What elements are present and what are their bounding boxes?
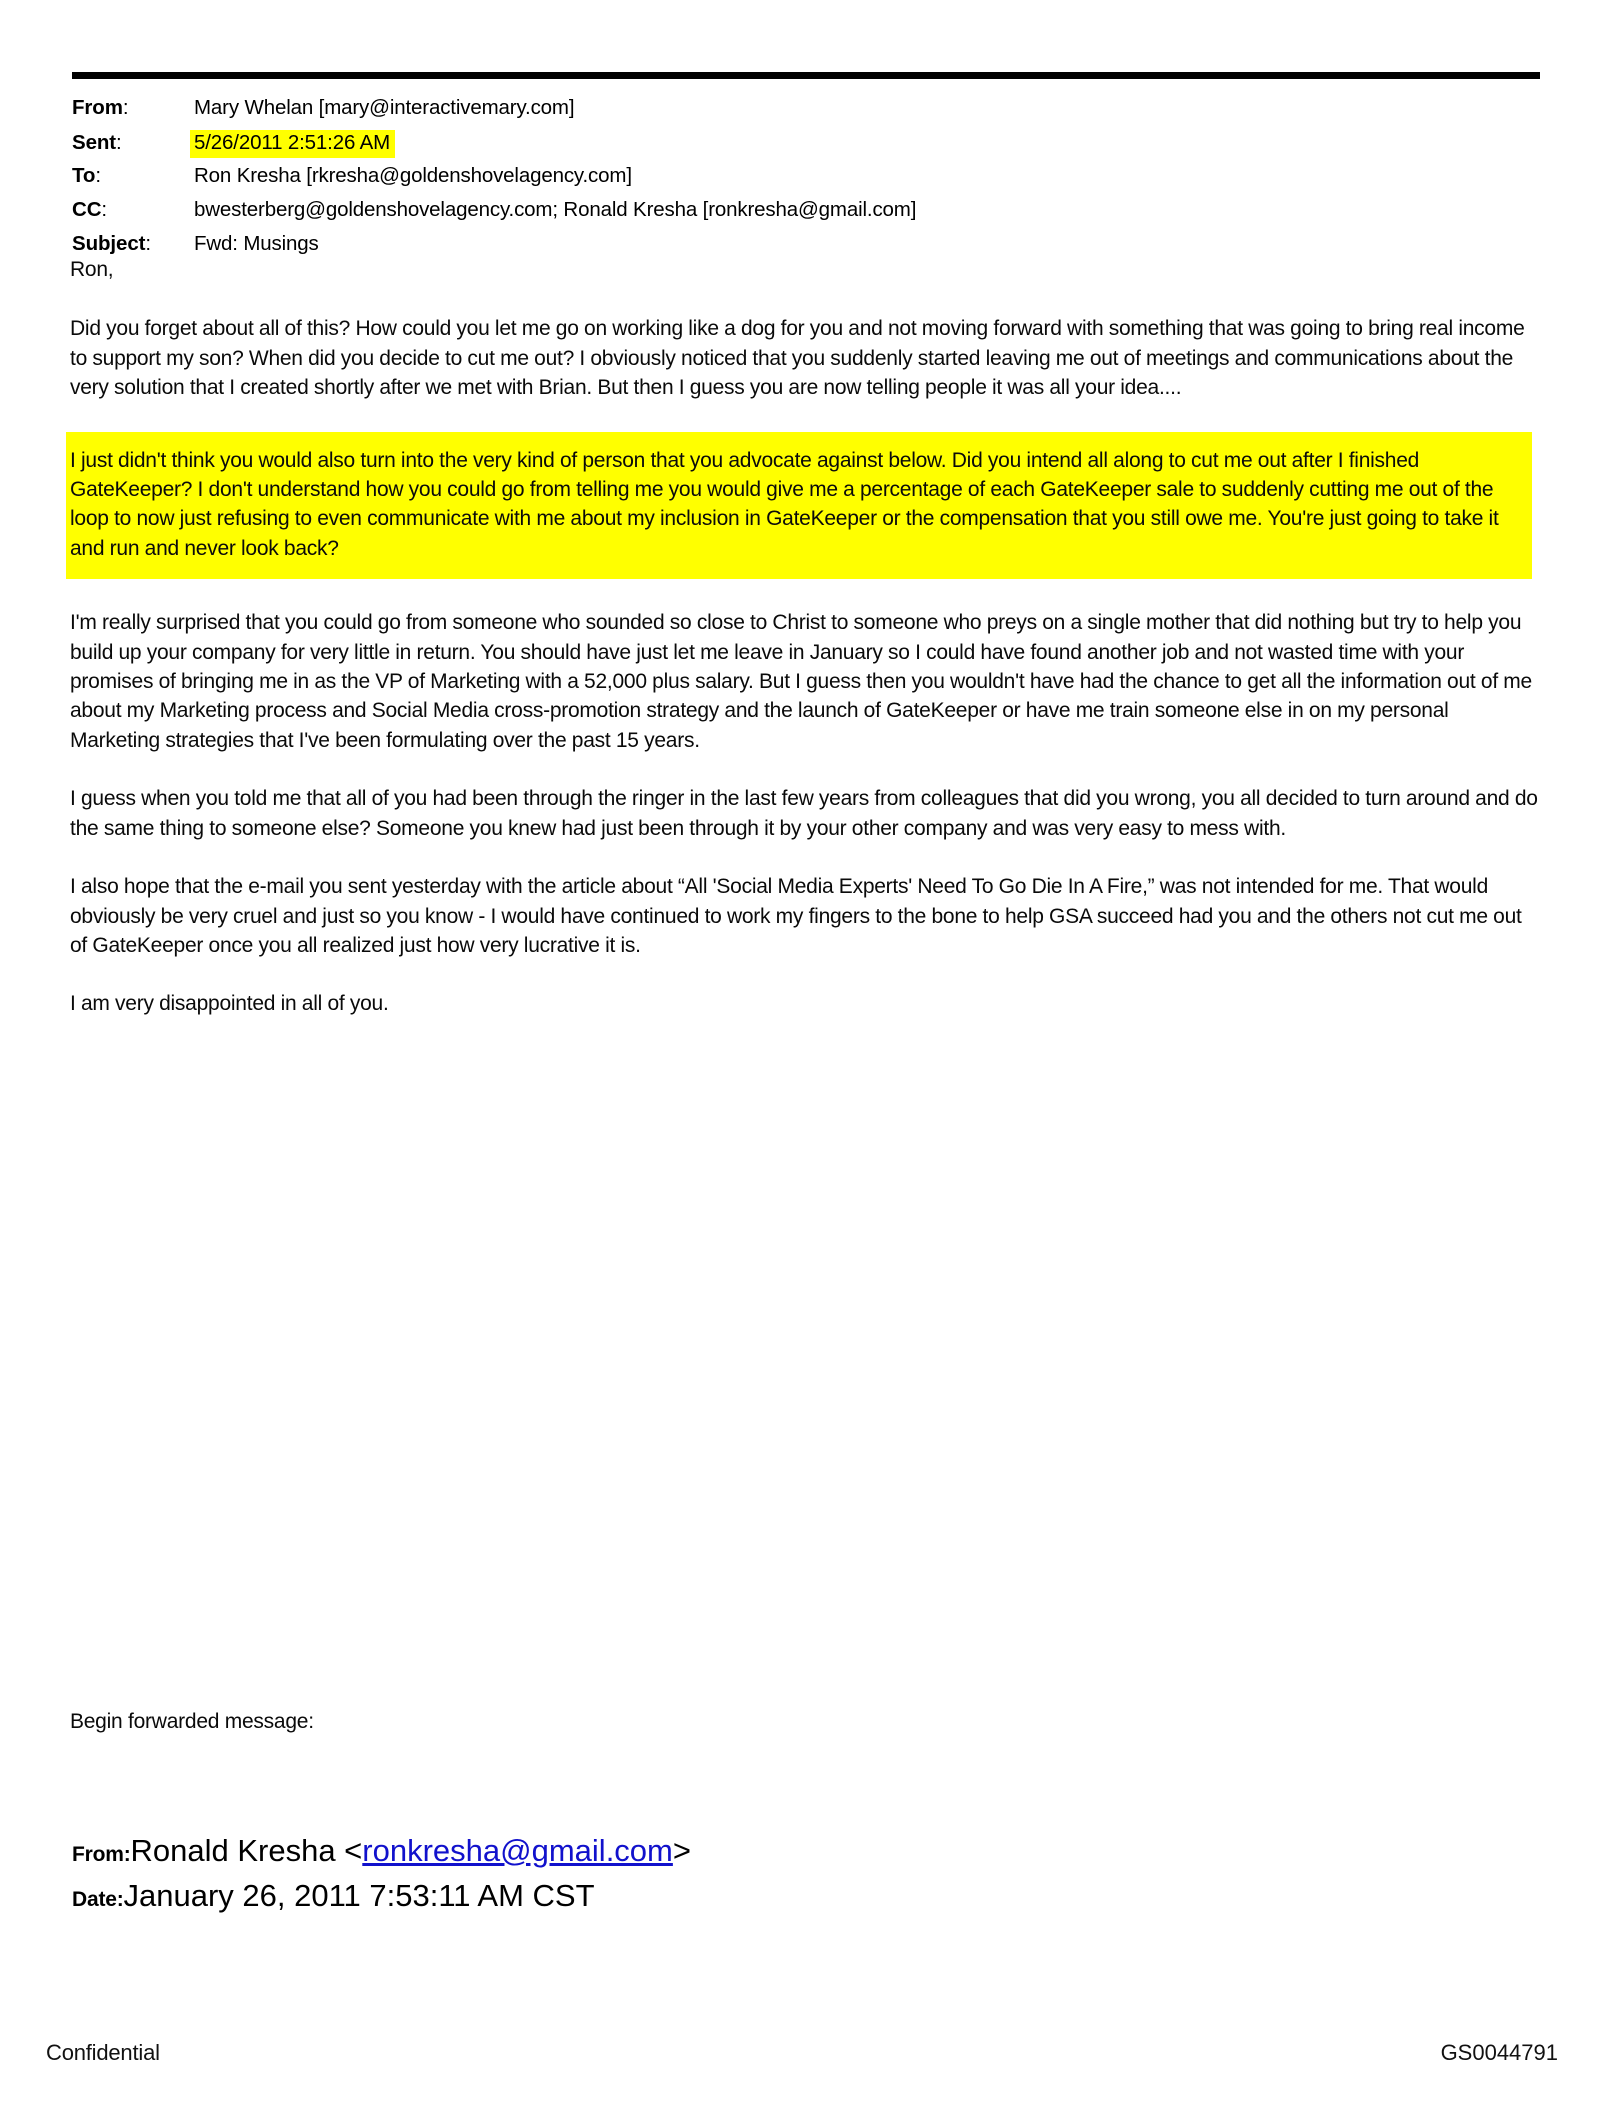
spacer: [70, 284, 1542, 314]
spacer: [70, 755, 1542, 784]
header-value-from: Mary Whelan [mary@interactivemary.com]: [194, 96, 575, 119]
header-value-sent: [194, 130, 395, 158]
header-divider-rule: [72, 72, 1540, 79]
spacer: [70, 960, 1542, 989]
forwarded-date-label: Date:: [72, 1888, 124, 1911]
header-value-to: Ron Kresha [rkresha@goldenshovelagency.com]: [194, 164, 632, 187]
body-paragraph-6: I am very disappointed in all of you.: [70, 992, 389, 1016]
spacer: [70, 843, 1542, 872]
header-label-subject: Subject:: [72, 232, 151, 255]
header-label-from: From:: [72, 96, 129, 119]
forwarded-date-line: [72, 1875, 691, 1920]
sent-date-highlight: 5/26/2011 2:51:26 AM: [190, 130, 395, 158]
forwarded-date-value: January 26, 2011 7:53:11 AM CST: [123, 1878, 595, 1913]
header-label-cc: CC:: [72, 198, 108, 221]
confidentiality-label: Confidential: [46, 2040, 160, 2065]
header-row-cc: [72, 198, 1540, 228]
email-body: [70, 255, 1542, 1019]
body-paragraph-4: I guess when you told me that all of you had been through the ringer in the last few years from colleagues that did you wrong, you all decided to turn around and do the same thing to someone else? Someone you knew had just been through it by your other company and was very easy to mess with.: [70, 787, 1538, 840]
header-value-subject: Fwd: Musings: [194, 232, 319, 255]
body-salutation: Ron,: [70, 258, 114, 281]
body-paragraph-3: I'm really surprised that you could go from someone who sounded so close to Christ to someone who preys on a single mother that did nothing but try to help you build up your company for very little in return. You should have just let me leave in January so I could have found another job and not wasted time with your promises of bringing me in as the VP of Marketing with a 52,000 plus salary. But I guess then you wouldn't have had the chance to get all the information out of me about my Marketing process and Social Media cross-promotion strategy and the launch of GateKeeper or have me train someone else in on my personal Marketing strategies that I've been formulating over the past 15 years.: [70, 611, 1532, 752]
header-label-sent: Sent:: [72, 131, 122, 154]
forwarded-from-email-link[interactable]: ronkresha@gmail.com: [362, 1833, 673, 1868]
forwarded-from-bracket-close: >: [672, 1833, 691, 1868]
header-value-cc: bwesterberg@goldenshovelagency.com; Ronald Kresha [ronkresha@gmail.com]: [194, 198, 917, 221]
spacer: [70, 403, 1542, 432]
forwarded-from-name: Ronald Kresha <: [130, 1833, 363, 1868]
spacer: [70, 579, 1542, 608]
email-header-block: [72, 96, 1540, 266]
body-paragraph-1: Did you forget about all of this? How could you let me go on working like a dog for you and not moving forward with something that was going to bring real income to support my son? When did you decide to cut me out? I obviously noticed that you suddenly started leaving me out of meetings and communications about the very solution that I created shortly after we met with Brian. But then I guess you are now telling people it was all your idea....: [70, 317, 1525, 400]
forwarded-message-header: [72, 1830, 691, 1920]
forwarded-from-label: From:: [72, 1843, 131, 1866]
body-paragraph-5: I also hope that the e-mail you sent yesterday with the article about “All 'Social Media Experts' Need To Go Die In A Fire,” was not intended for me. That would obviously be very cruel and just so you know - I would have continued to work my fingers to the bone to help GSA succeed had you and the others not cut me out of GateKeeper once you all realized just how very lucrative it is.: [70, 875, 1522, 957]
body-paragraph-2-highlighted: I just didn't think you would also turn into the very kind of person that you advocate against below. Did you intend all along to cut me out after I finished GateKeeper? I don't understand how you could go from telling me you would give me a percentage of each GateKeeper sale to suddenly cutting me out of the loop to now just refusing to even communicate with me about my inclusion in GateKeeper or the compensation that you still owe me. You're just going to take it and run and never look back?: [66, 432, 1532, 580]
header-row-from: [72, 96, 1540, 126]
page-footer: [0, 2040, 1600, 2080]
header-label-to: To:: [72, 164, 101, 187]
bates-number: GS0044791: [1440, 2040, 1558, 2065]
header-row-sent: [72, 130, 1540, 160]
forwarded-message-intro: Begin forwarded message:: [70, 1710, 314, 1733]
header-row-to: [72, 164, 1540, 194]
forwarded-from-line: [72, 1830, 691, 1875]
